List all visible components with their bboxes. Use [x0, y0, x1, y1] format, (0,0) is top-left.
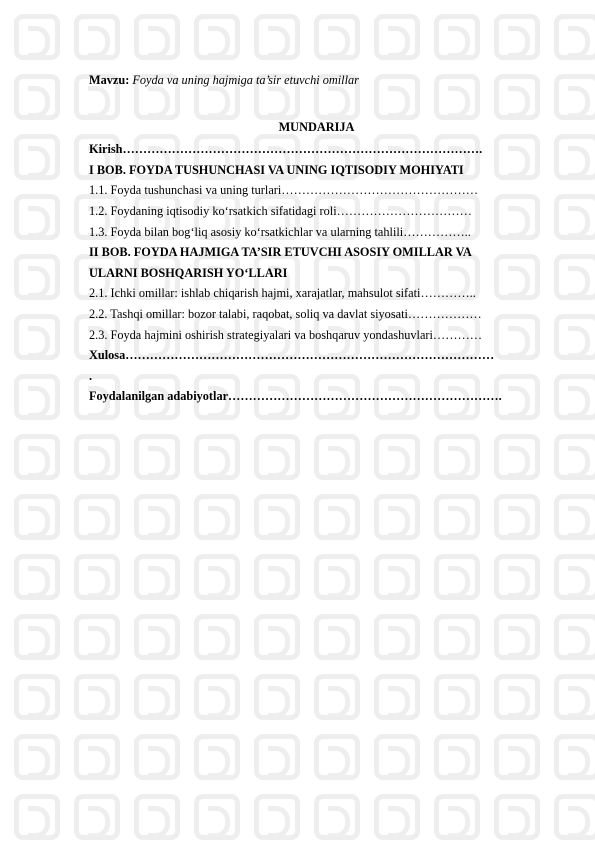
watermark-tile: [14, 134, 60, 180]
watermark-tile: [74, 14, 120, 60]
watermark-tile: [554, 494, 595, 540]
watermark-tile: [254, 554, 300, 600]
watermark-tile: [134, 494, 180, 540]
watermark-tile: [134, 614, 180, 660]
watermark-tile: [554, 434, 595, 480]
watermark-tile: [14, 554, 60, 600]
toc-section-2-2: 2.2. Tashqi omillar: bozor talabi, raqobat, soliq va davlat siyosati………………: [89, 306, 482, 321]
watermark-tile: [314, 614, 360, 660]
watermark-tile: [254, 734, 300, 780]
watermark-tile: [554, 314, 595, 360]
watermark-tile: [74, 494, 120, 540]
watermark-tile: [494, 734, 540, 780]
watermark-tile: [314, 674, 360, 720]
toc-conclusion-line-2: .: [89, 368, 93, 383]
watermark-tile: [434, 494, 480, 540]
toc-section-1-3: 1.3. Foyda bilan bogʻliq asosiy koʻrsatkichlar va ularning tahlili……………..: [89, 224, 471, 239]
watermark-tile: [494, 14, 540, 60]
watermark-tile: [374, 554, 420, 600]
watermark-tile: [494, 674, 540, 720]
watermark-tile: [194, 794, 240, 840]
watermark-tile: [134, 674, 180, 720]
toc-intro: Kirish…………………………………………………………………………….: [89, 142, 483, 157]
watermark-tile: [374, 494, 420, 540]
watermark-tile: [74, 794, 120, 840]
watermark-tile: [194, 494, 240, 540]
topic-label: Mavzu:: [89, 73, 130, 87]
watermark-tile: [74, 734, 120, 780]
watermark-tile: [554, 374, 595, 420]
watermark-tile: [554, 14, 595, 60]
watermark-tile: [74, 614, 120, 660]
watermark-tile: [314, 494, 360, 540]
toc-section-2-1: 2.1. Ichki omillar: ishlab chiqarish hajmi, xarajatlar, mahsulot sifati…………..: [89, 286, 476, 301]
watermark-tile: [554, 254, 595, 300]
watermark-tile: [494, 614, 540, 660]
toc-conclusion-line-1: Xulosa………………………………………………………………………………: [89, 348, 495, 363]
watermark-tile: [434, 14, 480, 60]
watermark-tile: [494, 794, 540, 840]
watermark-tile: [434, 434, 480, 480]
watermark-tile: [554, 134, 595, 180]
watermark-tile: [194, 434, 240, 480]
watermark-tile: [254, 14, 300, 60]
watermark-tile: [554, 794, 595, 840]
watermark-tile: [14, 494, 60, 540]
watermark-tile: [14, 374, 60, 420]
watermark-tile: [374, 614, 420, 660]
watermark-tile: [74, 434, 120, 480]
watermark-tile: [254, 434, 300, 480]
watermark-tile: [254, 794, 300, 840]
watermark-tile: [314, 14, 360, 60]
watermark-tile: [14, 314, 60, 360]
watermark-tile: [14, 14, 60, 60]
watermark-tile: [14, 434, 60, 480]
topic-line: [89, 70, 544, 91]
watermark-tile: [434, 554, 480, 600]
watermark-tile: [194, 14, 240, 60]
watermark-tile: [434, 614, 480, 660]
toc-title: MUNDARIJA: [278, 119, 355, 134]
watermark-tile: [314, 794, 360, 840]
watermark-tile: [434, 734, 480, 780]
watermark-tile: [554, 194, 595, 240]
watermark-tile: [554, 74, 595, 120]
watermark-tile: [374, 674, 420, 720]
watermark-tile: [14, 194, 60, 240]
watermark-tile: [374, 794, 420, 840]
watermark-tile: [314, 434, 360, 480]
watermark-tile: [374, 434, 420, 480]
watermark-tile: [554, 674, 595, 720]
watermark-tile: [494, 494, 540, 540]
watermark-tile: [14, 794, 60, 840]
watermark-tile: [74, 674, 120, 720]
watermark-tile: [14, 614, 60, 660]
watermark-tile: [374, 734, 420, 780]
watermark-tile: [194, 554, 240, 600]
watermark-tile: [14, 254, 60, 300]
toc-section-1-1: 1.1. Foyda tushunchasi va uning turlari…………………………………………: [89, 183, 479, 198]
toc-section-1-2: 1.2. Foydaning iqtisodiy koʻrsatkich sifatidagi roli……………………………: [89, 203, 472, 218]
watermark-tile: [134, 734, 180, 780]
watermark-tile: [554, 734, 595, 780]
watermark-tile: [374, 14, 420, 60]
watermark-tile: [14, 734, 60, 780]
document-content: [89, 70, 544, 407]
watermark-tile: [254, 674, 300, 720]
watermark-tile: [74, 554, 120, 600]
watermark-tile: [314, 734, 360, 780]
watermark-tile: [314, 554, 360, 600]
watermark-tile: [194, 734, 240, 780]
watermark-tile: [134, 554, 180, 600]
watermark-tile: [494, 434, 540, 480]
watermark-tile: [194, 614, 240, 660]
watermark-tile: [14, 74, 60, 120]
watermark-tile: [494, 554, 540, 600]
watermark-tile: [134, 14, 180, 60]
toc-chapter-1: I BOB. FOYDA TUSHUNCHASI VA UNING IQTISODIY MOHIYATI: [89, 162, 464, 177]
watermark-tile: [194, 674, 240, 720]
watermark-tile: [134, 434, 180, 480]
toc-references: Foydalanilgan adabiyotlar………………………………………………………….: [89, 389, 502, 404]
watermark-tile: [554, 554, 595, 600]
watermark-tile: [14, 674, 60, 720]
watermark-tile: [134, 794, 180, 840]
watermark-tile: [554, 614, 595, 660]
watermark-tile: [434, 674, 480, 720]
watermark-tile: [254, 614, 300, 660]
toc-chapter-2-line-2: ULARNI BOSHQARISH YOʻLLARI: [89, 265, 288, 280]
watermark-tile: [434, 794, 480, 840]
watermark-tile: [254, 494, 300, 540]
toc-section-2-3: 2.3. Foyda hajmini oshirish strategiyalari va boshqaruv yondashuvlari…………: [89, 327, 483, 342]
topic-value: Foyda va uning hajmiga ta’sir etuvchi omillar: [132, 73, 359, 87]
toc-chapter-2-line-1: II BOB. FOYDA HAJMIGA TA’SIR ETUVCHI ASOSIY OMILLAR VA: [89, 245, 472, 260]
